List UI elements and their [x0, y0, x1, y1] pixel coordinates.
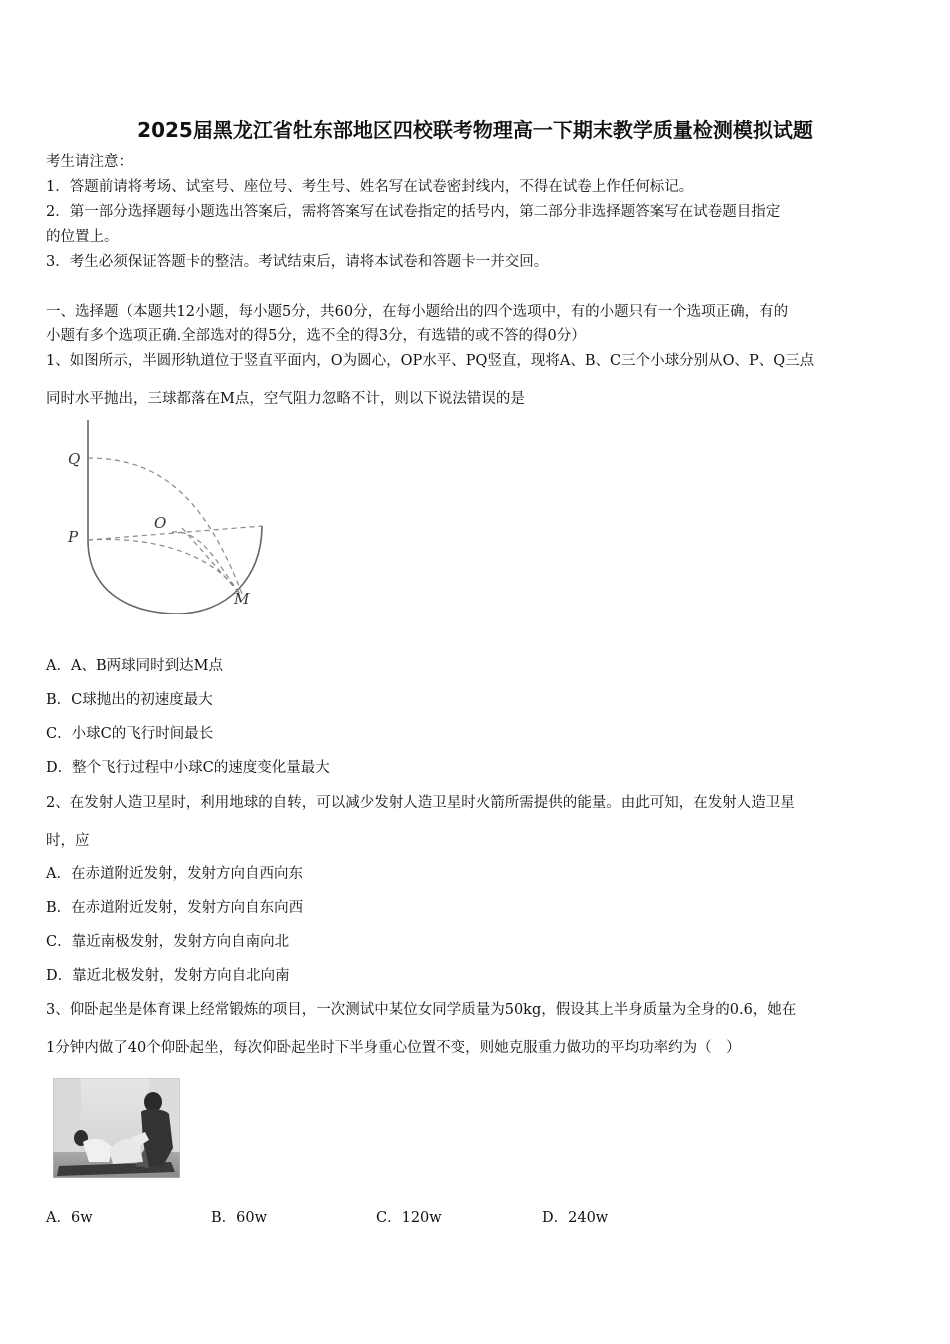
q1-option-a: A．A、B两球同时到达M点 [46, 658, 223, 674]
section-header-line2: 小题有多个选项正确.全部选对的得5分，选不全的得3分，有选错的或不答的得0分） [46, 328, 586, 344]
q1-option-d: D．整个飞行过程中小球C的速度变化量最大 [46, 760, 330, 776]
notice-item-3: 3．考生必须保证答题卡的整洁。考试结束后，请将本试卷和答题卡一并交回。 [46, 254, 549, 270]
q1-option-b: B．C球抛出的初速度最大 [46, 692, 213, 708]
q3-stem-line1: 3、仰卧起坐是体育课上经常锻炼的项目，一次测试中某位女同学质量为50kg，假设其上半身质量为全身的0.6，她在 [46, 1002, 797, 1018]
page-title: 2025届黑龙江省牡东部地区四校联考物理高一下期末教学质量检测模拟试题 [137, 118, 813, 142]
q3-option-d: D．240w [542, 1210, 609, 1226]
q2-option-d: D．靠近北极发射，发射方向自北向南 [46, 968, 290, 984]
notice-heading: 考生请注意： [46, 154, 133, 170]
q3-option-a: A．6w [46, 1210, 93, 1226]
situp-photo [53, 1078, 180, 1178]
section-header-line1: 一、选择题（本题共12小题，每小题5分，共60分，在每小题给出的四个选项中，有的小题只有一个选项正确，有的 [46, 304, 789, 320]
label-p: P [68, 528, 79, 546]
notice-item-1: 1．答题前请将考场、试室号、座位号、考生号、姓名写在试卷密封线内，不得在试卷上作任何标记。 [46, 179, 694, 195]
line-o-m [182, 528, 240, 594]
q2-option-a: A．在赤道附近发射，发射方向自西向东 [46, 866, 303, 882]
q2-stem-line2: 时，应 [46, 833, 90, 849]
semicircle-track-figure [62, 418, 272, 614]
q1-stem-line1: 1、如图所示，半圆形轨道位于竖直平面内，O为圆心，OP水平、PQ竖直，现将A、B、C三个小球分别从O、P、Q三点 [46, 353, 815, 369]
notice-item-2-cont: 的位置上。 [46, 229, 119, 245]
op-horizontal-line [88, 526, 262, 540]
notice-item-2: 2．第一部分选择题每小题选出答案后，需将答案写在试卷指定的括号内，第二部分非选择题答案写在试卷题目指定 [46, 204, 781, 220]
label-o: O [154, 514, 167, 532]
label-q: Q [68, 450, 81, 468]
q3-option-c: C．120w [376, 1210, 442, 1226]
trajectory-p [88, 539, 240, 594]
label-m: M [234, 590, 250, 608]
q2-stem-line1: 2、在发射人造卫星时，利用地球的自转，可以减少发射人造卫星时火箭所需提供的能量。由此可知，在发射人造卫星 [46, 795, 795, 811]
q2-option-c: C．靠近南极发射，发射方向自南向北 [46, 934, 290, 950]
q2-option-b: B．在赤道附近发射，发射方向自东向西 [46, 900, 304, 916]
q3-option-b: B．60w [211, 1210, 268, 1226]
q1-option-c: C．小球C的飞行时间最长 [46, 726, 214, 742]
q3-stem-line2: 1分钟内做了40个仰卧起坐，每次仰卧起坐时下半身重心位置不变，则她克服重力做功的平均功率约为（ ） [46, 1040, 741, 1056]
q3-options-row [46, 1206, 746, 1228]
q1-stem-line2: 同时水平抛出，三球都落在M点，空气阻力忽略不计，则以下说法错误的是 [46, 391, 525, 407]
